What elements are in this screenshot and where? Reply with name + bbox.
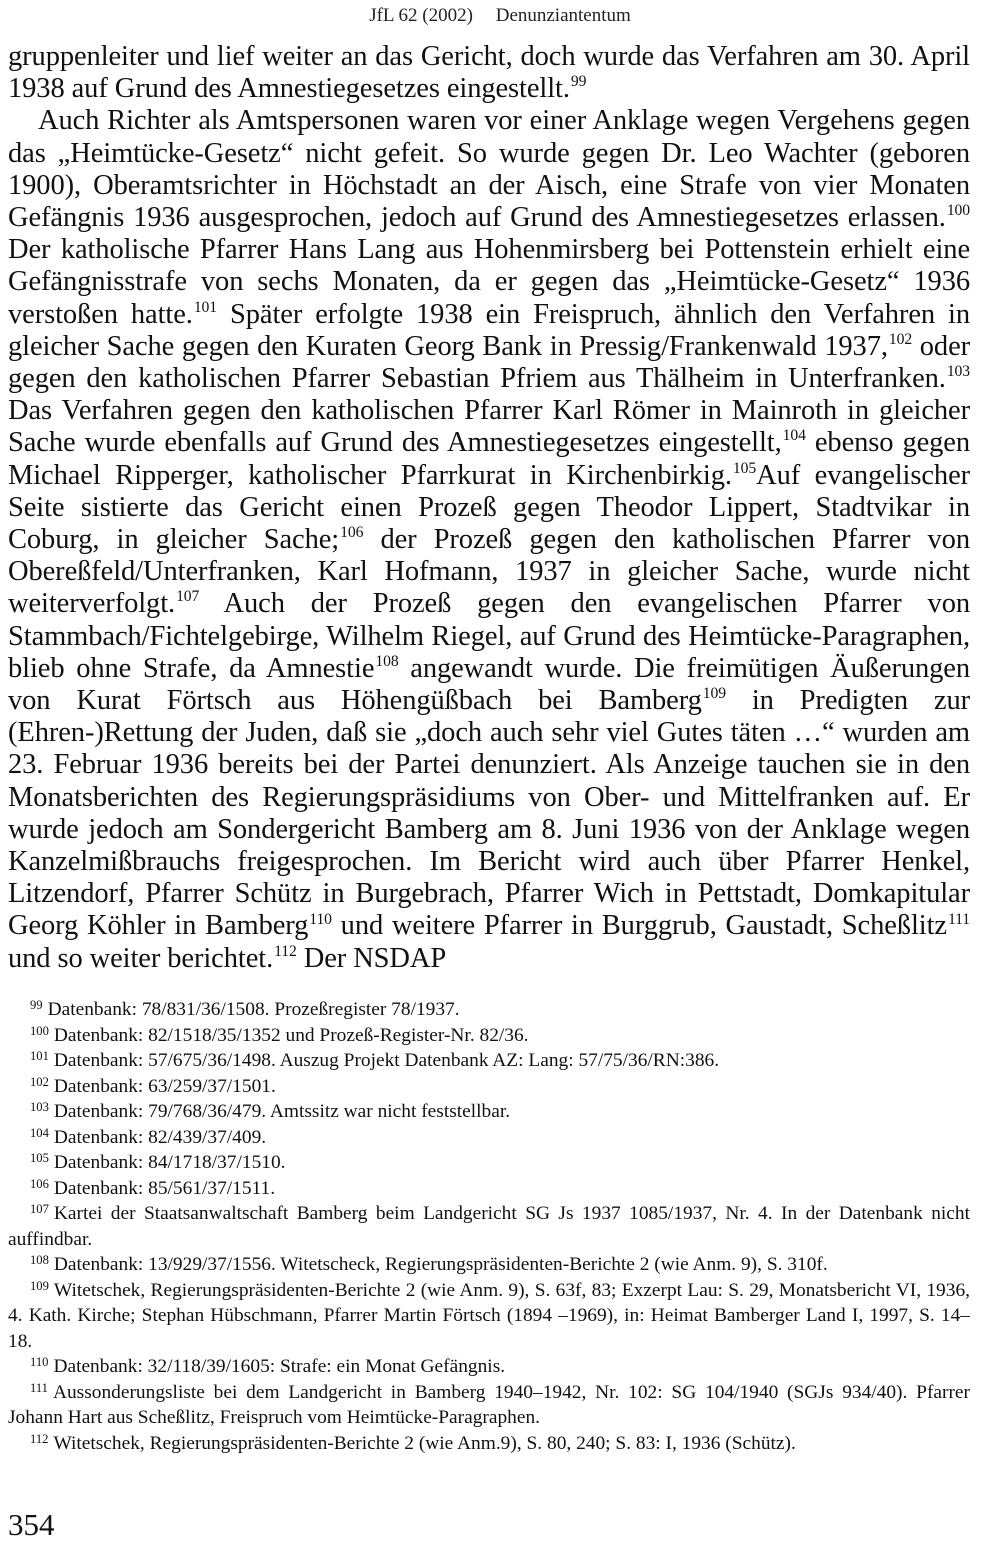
footnote xyxy=(8,1048,970,1074)
footnote xyxy=(8,1099,970,1125)
footnote-number: 112 xyxy=(30,1431,49,1446)
footnote-number: 101 xyxy=(30,1049,49,1064)
footnote-text: Datenbank: 63/259/37/1501. xyxy=(53,1075,276,1097)
footnote xyxy=(8,1252,970,1278)
text-run: Der NSDAP xyxy=(296,942,447,974)
footnote-number: 107 xyxy=(30,1202,49,1217)
footnote-reference: 107 xyxy=(176,588,200,606)
text-run: Auf evangelischer Seite sistierte das Gericht einen Prozeß gegen Theodor Lippert, Stadtvikar in Coburg, in gleicher Sache; xyxy=(8,459,971,556)
footnote xyxy=(8,1176,970,1202)
footnote-text: Kartei der Staatsanwaltschaft Bamberg beim Landgericht SG Js 1937 1085/1937, Nr. 4. In der Datenbank nicht auffindbar. xyxy=(8,1203,970,1250)
footnote-number: 100 xyxy=(30,1023,49,1038)
section-title: Denunziantentum xyxy=(495,5,631,26)
footnote-number: 106 xyxy=(30,1176,49,1191)
footnote xyxy=(8,1201,970,1252)
footnote-number: 102 xyxy=(30,1074,49,1089)
footnote-number: 109 xyxy=(30,1278,49,1293)
text-run: der Prozeß gegen den katholischen Pfarrer von Obereßfeld/Unterfranken, Karl Hofmann, 1937 in gleicher Sache, wurde nicht weiterverfolgt. xyxy=(8,524,970,620)
page-number: 354 xyxy=(8,1507,55,1542)
text-run: angewandt wurde. Die freimütigen Äußerungen von Kurat Förtsch aus Höhengüßbach bei Bamberg xyxy=(8,652,970,717)
footnote xyxy=(8,1074,970,1100)
text-run: und weitere Pfarrer in Burggrub, Gaustadt, Scheßlitz xyxy=(331,910,947,942)
footnote-reference: 103 xyxy=(946,363,970,381)
footnote-text: Datenbank: 57/675/36/1498. Auszug Projekt Datenbank AZ: Lang: 57/75/36/RN:386. xyxy=(53,1050,720,1071)
footnote-text: Datenbank: 13/929/37/1556. Witetscheck, Regierungspräsidenten-Berichte 2 (wie Anm. 9), S. 310f. xyxy=(53,1254,828,1275)
footnote xyxy=(8,1125,970,1151)
journal-reference: JfL 62 (2002) xyxy=(369,5,473,26)
footnote-number: 99 xyxy=(30,998,43,1013)
footnote-reference: 102 xyxy=(888,330,913,348)
body-paragraph xyxy=(8,105,970,974)
footnote-reference: 109 xyxy=(702,685,726,703)
footnote xyxy=(8,1023,970,1049)
text-run: Der katholische Pfarrer Hans Lang aus Hohenmirsberg bei Pottenstein erhielt eine Gefängnisstrafe von sechs Monaten, da er gegen das „Heimtücke-Gesetz“ 1936 verstoßen hatte. xyxy=(8,234,970,330)
footnote-text: Datenbank: 82/1518/35/1352 und Prozeß-Register-Nr. 82/36. xyxy=(53,1024,529,1046)
text-run: ebenso gegen Michael Ripperger, katholischer Pfarrkurat in Kirchenbirkig. xyxy=(8,427,971,491)
footnote-reference: 111 xyxy=(947,910,970,928)
footnote-reference: 108 xyxy=(375,652,399,670)
body-text xyxy=(8,41,970,975)
footnote-number: 103 xyxy=(30,1100,49,1115)
text-run: in Predigten zur (Ehren-)Rettung der Juden, daß sie „doch auch sehr viel Gutes täten …“ wurden am 23. Februar 1936 bereits bei der Partei denunziert. Als Anzeige tauchen sie in den Monatsberichten des Regierungspräsidiums von Ober- und Mittelfranken auf. Er wurde jedoch am Sondergericht Bamberg am 8. Juni 1936 von der Anklage wegen Kanzelmißbrauchs freigesprochen. Im Bericht wird auch über Pfarrer Henkel, Litzendorf, Pfarrer Schütz in Burgebrach, Pfarrer Wich in Pettstadt, Domkapitular Georg Köhler in Bamberg xyxy=(8,685,970,942)
footnote-number: 111 xyxy=(30,1380,48,1395)
text-run: oder gegen den katholischen Pfarrer Sebastian Pfriem aus Thälheim in Unterfranken. xyxy=(8,330,971,395)
text-run: Auch der Prozeß gegen den evangelischen Pfarrer von Stammbach/Fichtelgebirge, Wilhelm Riegel, auf Grund des Heimtücke-Paragraphen, blieb ohne Strafe, da Amnestie xyxy=(8,588,970,684)
footnote xyxy=(8,1380,970,1431)
footnote-text: Datenbank: 82/439/37/409. xyxy=(53,1126,267,1148)
footnote-number: 105 xyxy=(30,1151,49,1166)
footnote-number: 104 xyxy=(30,1125,49,1140)
running-header xyxy=(0,5,1000,27)
footnote-text: Witetschek, Regierungspräsidenten-Berichte 2 (wie Anm.9), S. 80, 240; S. 83: I, 1936 (Schütz). xyxy=(53,1432,796,1454)
footnote-text: Aussonderungsliste bei dem Landgericht in Bamberg 1940–1942, Nr. 102: SG 104/1940 (SGJs 934/40). Pfarrer Johann Hart aus Scheßlitz, Freispruch vom Heimtücke-Paragraphen. xyxy=(8,1381,970,1428)
footnote-reference: 99 xyxy=(570,73,587,91)
text-run: Auch Richter als Amtspersonen waren vor einer Anklage wegen Vergehens gegen das „Heimtücke-Gesetz“ nicht gefeit. So wurde gegen Dr. Leo Wachter (geboren 1900), Oberamtsrichter in Höchstadt an der Aisch, eine Strafe von vier Monaten Gefängnis 1936 ausgesprochen, jedoch auf Grund des Amnestiegesetzes erlassen. xyxy=(8,105,970,234)
text-run: Das Verfahren gegen den katholischen Pfarrer Karl Römer in Mainroth in gleicher Sache wurde ebenfalls auf Grund des Amnestiegesetzes eingestellt, xyxy=(8,395,970,459)
footnote xyxy=(8,1431,970,1457)
footnote xyxy=(8,1150,970,1176)
footnote xyxy=(8,1278,970,1355)
footnote-reference: 100 xyxy=(946,202,970,220)
footnotes xyxy=(8,997,970,1456)
footnote-text: Datenbank: 32/118/39/1605: Strafe: ein Monat Gefängnis. xyxy=(53,1356,506,1377)
body-paragraph xyxy=(8,41,970,105)
footnote-text: Witetschek, Regierungspräsidenten-Berichte 2 (wie Anm. 9), S. 63f, 83; Exzerpt Lau: S. 29, Monatsbericht VI, 1936, 4. Kath. Kirche; Stephan Hübschmann, Pfarrer Martin Förtsch (1894 –1969), in: Heimat Bamberger Land I, 1997, S. 14–18. xyxy=(8,1279,970,1352)
text-run: Später erfolgte 1938 ein Freispruch, ähnlich den Verfahren in gleicher Sache gegen den Kuraten Georg Bank in Pressig/Frankenwald 1937, xyxy=(8,298,970,362)
footnote-reference: 105 xyxy=(732,459,757,477)
footnote xyxy=(8,997,970,1023)
text-run: und so weiter berichtet. xyxy=(8,942,274,974)
footnote-reference: 112 xyxy=(274,942,297,960)
footnote-text: Datenbank: 79/768/36/479. Amtssitz war nicht feststellbar. xyxy=(53,1101,511,1122)
footnote-reference: 101 xyxy=(193,298,217,316)
footnote-number: 110 xyxy=(30,1355,49,1370)
footnote-reference: 104 xyxy=(782,427,806,445)
footnote-text: Datenbank: 85/561/37/1511. xyxy=(53,1177,276,1199)
text-run: gruppenleiter und lief weiter an das Gericht, doch wurde das Verfahren am 30. April 1938 auf Grund des Amnestiegesetzes eingestellt. xyxy=(8,41,970,105)
footnote-text: Datenbank: 84/1718/37/1510. xyxy=(53,1152,286,1173)
footnote-number: 108 xyxy=(30,1253,49,1268)
footnote-reference: 106 xyxy=(340,524,364,542)
footnote-reference: 110 xyxy=(309,910,332,928)
footnote xyxy=(8,1354,970,1380)
footnote-text: Datenbank: 78/831/36/1508. Prozeßregister 78/1937. xyxy=(47,999,460,1020)
